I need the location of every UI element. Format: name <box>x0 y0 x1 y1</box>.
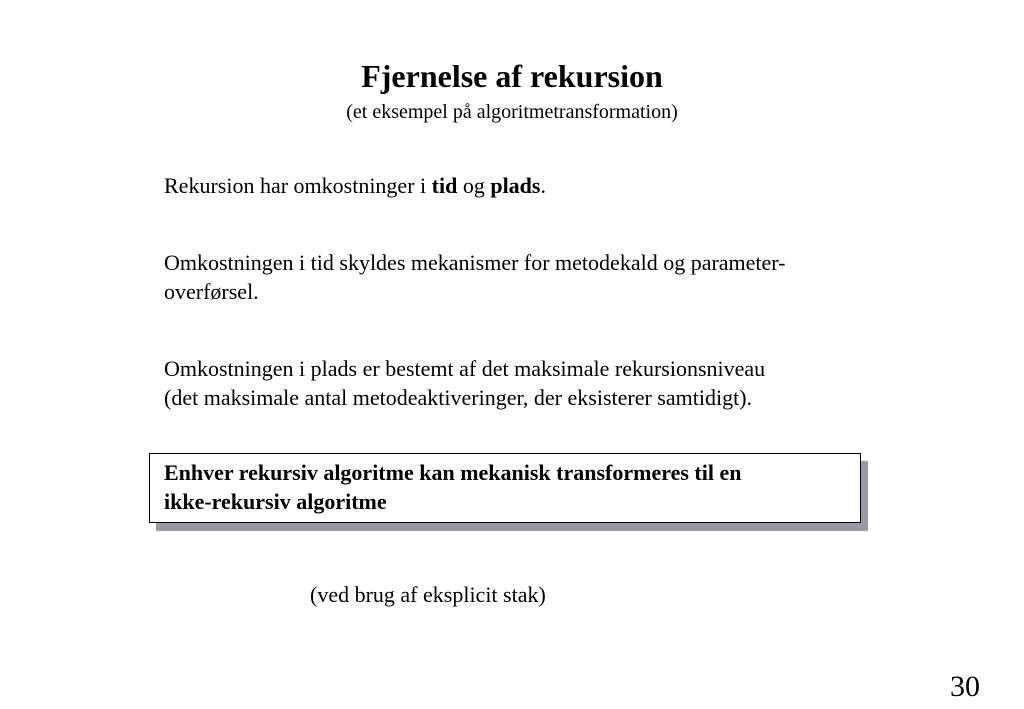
callout-line: Enhver rekursiv algoritme kan mekanisk transformeres til en <box>164 460 742 485</box>
paragraph-text: . <box>540 173 546 198</box>
paragraph-line: Omkostningen i tid skyldes mekanismer for metodekald og parameter- <box>164 250 786 275</box>
paragraph-line: Omkostningen i plads er bestemt af det maksimale rekursionsniveau <box>164 356 766 381</box>
bold-term-time: tid <box>431 173 458 198</box>
paragraph-line: (det maksimale antal metodeaktiveringer, der eksisterer samtidigt). <box>164 385 753 410</box>
bold-term-space: plads <box>490 173 541 198</box>
paragraph-time-cost <box>164 248 924 306</box>
paragraph-text: og <box>457 173 491 198</box>
paragraph-space-cost <box>164 354 924 412</box>
paragraph-cost-overview <box>164 171 924 200</box>
paragraph-line: overførsel. <box>164 279 259 304</box>
slide-subtitle: (et eksempel på algoritmetransformation) <box>346 101 678 123</box>
callout-line: ikke-rekursiv algoritme <box>164 489 387 514</box>
slide-title: Fjernelse af rekursion <box>361 58 663 94</box>
explicit-stack-note: (ved brug af eksplicit stak) <box>310 582 546 607</box>
callout-box <box>149 453 861 523</box>
page-number: 30 <box>950 670 980 703</box>
paragraph-text: Rekursion har omkostninger i <box>164 173 432 198</box>
